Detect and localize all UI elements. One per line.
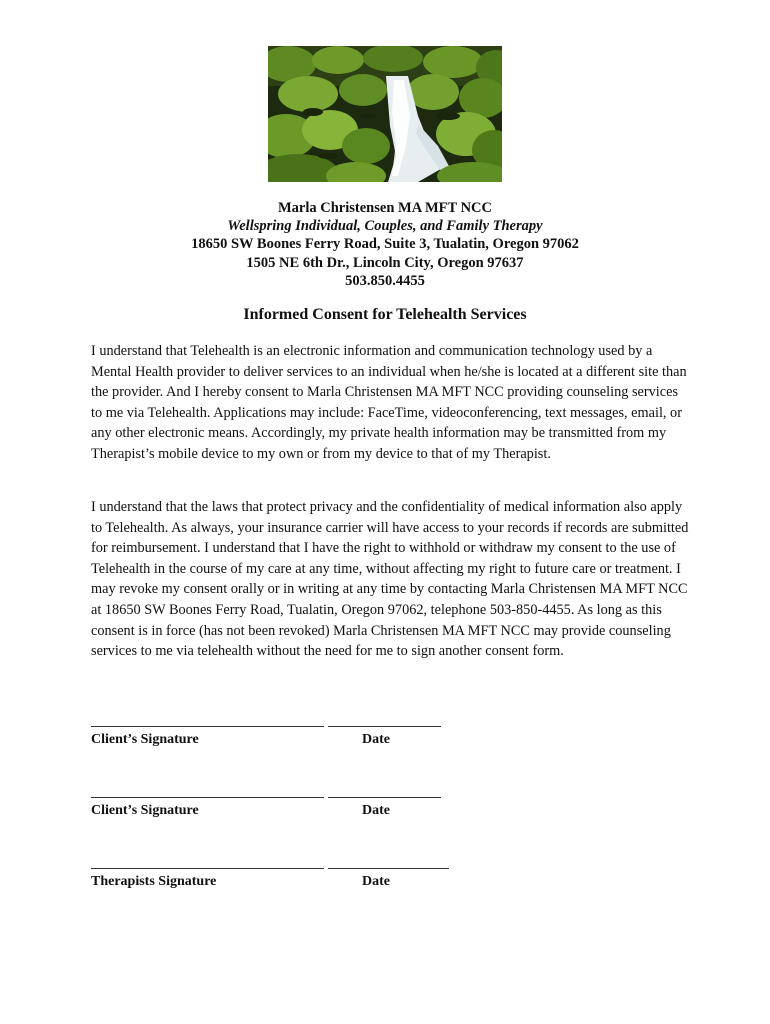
signature-label: Client’s Signature [91,732,199,747]
practice-name: Wellspring Individual, Couples, and Family Therapy [227,218,543,235]
address-lincoln-city: 1505 NE 6th Dr., Lincoln City, Oregon 97637 [246,254,524,271]
letterhead [0,199,770,290]
signature-label: Therapists Signature [91,874,217,889]
signature-label: Client’s Signature [91,803,199,818]
signature-line[interactable] [91,797,324,798]
date-line[interactable] [328,726,441,727]
phone-number: 503.850.4455 [345,272,425,289]
waterfall-photo [268,46,502,182]
therapist-name: Marla Christensen MA MFT NCC [278,200,492,216]
consent-paragraph: I understand that Telehealth is an electronic information and communication technology used by a Mental Health provider to deliver services to an individual when he/she is located at a different site than the provider. And I hereby consent to Marla Christensen MA MFT NCC providing counseling services to me via Telehealth. Applications may include: FaceTime, videoconferencing, text messages, email, or any other electronic means. Accordingly, my private health information may be transmitted from my Therapist’s mobile device to my own or from my device to that of my Therapist. [91,343,687,462]
date-label: Date [362,803,390,818]
address-tualatin: 18650 SW Boones Ferry Road, Suite 3, Tualatin, Oregon 97062 [191,236,579,253]
signature-line[interactable] [91,726,324,727]
date-line[interactable] [328,868,449,869]
privacy-paragraph: I understand that the laws that protect privacy and the confidentiality of medical information also apply to Telehealth. As always, your insurance carrier will have access to your records if records are submitted for reimbursement. I understand that I have the right to withhold or withdraw my consent to the use of Telehealth in the course of my care at any time, without affecting my right to future care or treatment. I may revoke my consent orally or in writing at any time by contacting Marla Christensen MA MFT NCC at 18650 SW Boones Ferry Road, Tualatin, Oregon 97062, telephone 503-850-4455. As long as this consent is in force (has not been revoked) Marla Christensen MA MFT NCC may provide counseling services to me via telehealth without the need for me to sign another consent form. [91,499,689,660]
date-label: Date [362,874,390,889]
client-signature-block-2 [91,797,491,837]
therapist-signature-block [91,868,491,908]
waterfall-photo-graphic [268,46,502,182]
date-line[interactable] [328,797,441,798]
document-title: Informed Consent for Telehealth Services [243,306,527,323]
date-label: Date [362,732,390,747]
signature-line[interactable] [91,868,324,869]
client-signature-block-1 [91,726,491,766]
